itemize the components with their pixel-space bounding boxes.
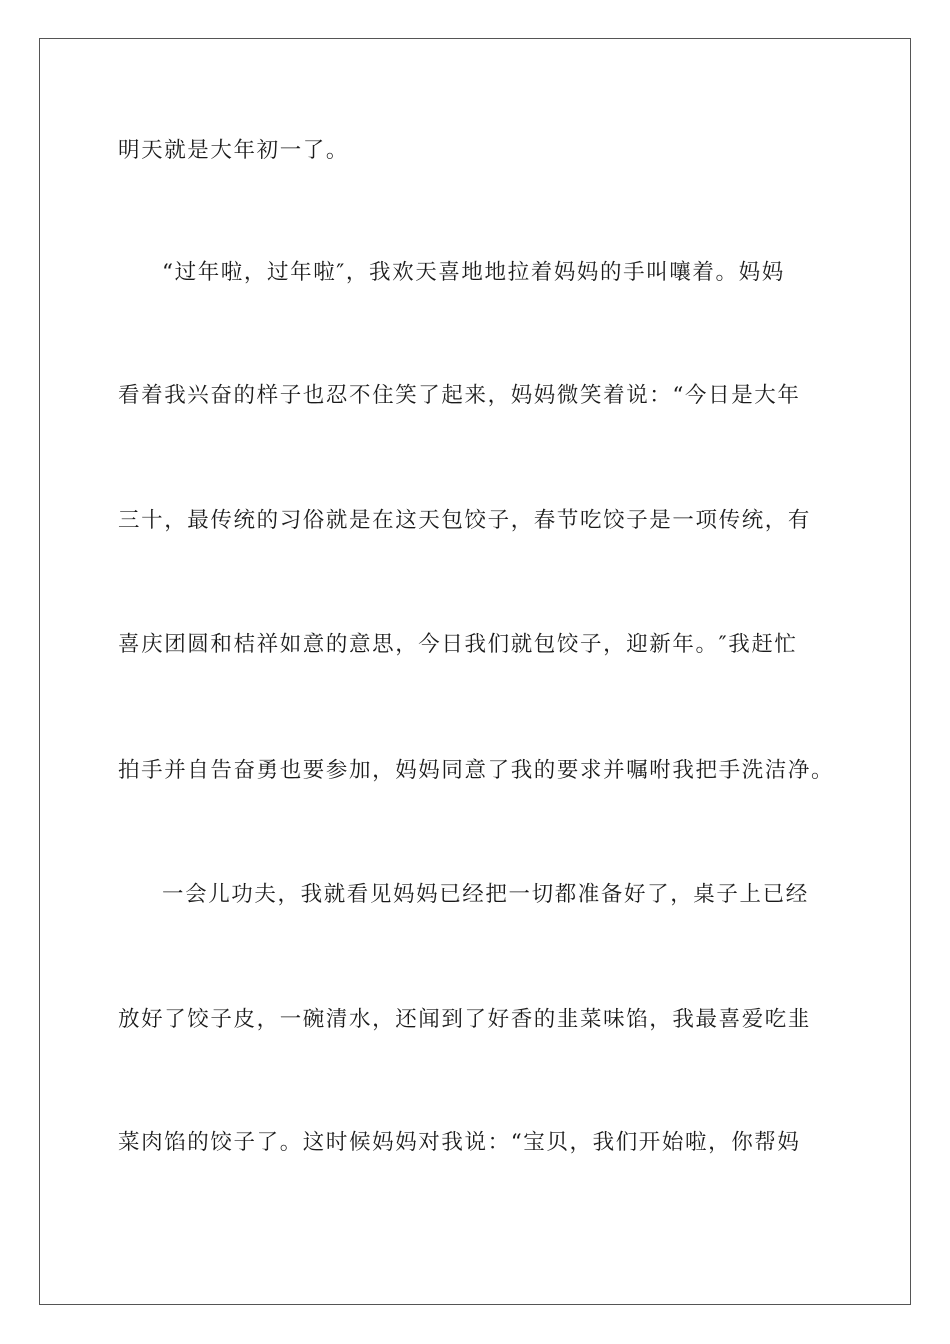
text-line: “过年啦，过年啦″，我欢天喜地地拉着妈妈的手叫嚷着。妈妈: [162, 260, 785, 285]
text-line: 一会儿功夫，我就看见妈妈已经把一切都准备好了，桌子上已经: [162, 882, 809, 907]
text-line: 明天就是大年初一了。: [118, 138, 350, 163]
text-line: 拍手并自告奋勇也要参加，妈妈同意了我的要求并嘱咐我把手洗洁净。: [118, 758, 835, 783]
text-line: 喜庆团圆和桔祥如意的意思，今日我们就包饺子，迎新年。″我赶忙: [118, 632, 798, 657]
page-frame: [39, 38, 911, 1305]
text-line: 放好了饺子皮，一碗清水，还闻到了好香的韭菜味馅，我最喜爱吃韭: [118, 1007, 812, 1032]
text-line: 三十，最传统的习俗就是在这天包饺子，春节吃饺子是一项传统，有: [118, 508, 812, 533]
text-line: 看着我兴奋的样子也忍不住笑了起来，妈妈微笑着说：“今日是大年: [118, 383, 801, 408]
text-line: 菜肉馅的饺子了。这时候妈妈对我说：“宝贝，我们开始啦，你帮妈: [118, 1130, 801, 1155]
